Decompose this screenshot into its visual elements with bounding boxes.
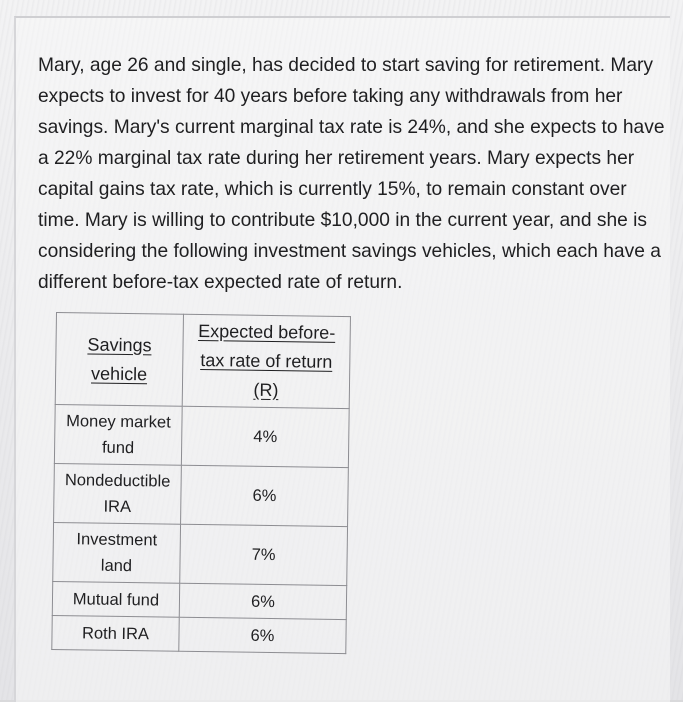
rate-cell: 7% — [180, 524, 348, 585]
problem-line: different before-tax expected rate of return. — [38, 272, 403, 293]
header-expected-return: Expected before- tax rate of return (R) — [182, 314, 350, 408]
table-row — [52, 581, 346, 619]
header-savings-vehicle: Savings vehicle — [55, 313, 183, 407]
problem-line: time. Mary is willing to contribute $10,000 in the current year, and she is — [38, 210, 647, 231]
vehicle-cell: Roth IRA — [52, 615, 179, 651]
vehicle-cell: Nondeductible IRA — [54, 463, 182, 524]
problem-line: Mary, age 26 and single, has decided to start saving for retirement. Mary — [38, 55, 654, 76]
table-header-row — [55, 313, 350, 409]
table-row — [54, 463, 349, 526]
savings-vehicle-table — [51, 312, 351, 654]
table-row — [52, 615, 346, 653]
vehicle-cell: Mutual fund — [52, 581, 179, 617]
rate-cell: 4% — [181, 406, 349, 467]
table-row — [53, 522, 348, 585]
problem-line: expects to invest for 40 years before taking any withdrawals from her — [38, 86, 623, 107]
problem-line: savings. Mary's current marginal tax rate is 24%, and she expects to have — [38, 117, 665, 138]
vehicle-cell: Money market fund — [54, 404, 182, 465]
rate-cell: 6% — [179, 617, 346, 653]
table-row — [54, 404, 349, 467]
rate-cell: 6% — [181, 465, 349, 526]
problem-line: considering the following investment savings vehicles, which each have a — [38, 241, 661, 262]
rate-cell: 6% — [179, 583, 346, 619]
problem-statement — [38, 50, 665, 298]
problem-line: a 22% marginal tax rate during her retirement years. Mary expects her — [38, 148, 635, 169]
vehicle-cell: Investment land — [53, 522, 181, 583]
problem-line: capital gains tax rate, which is currently 15%, to remain constant over — [38, 179, 627, 200]
